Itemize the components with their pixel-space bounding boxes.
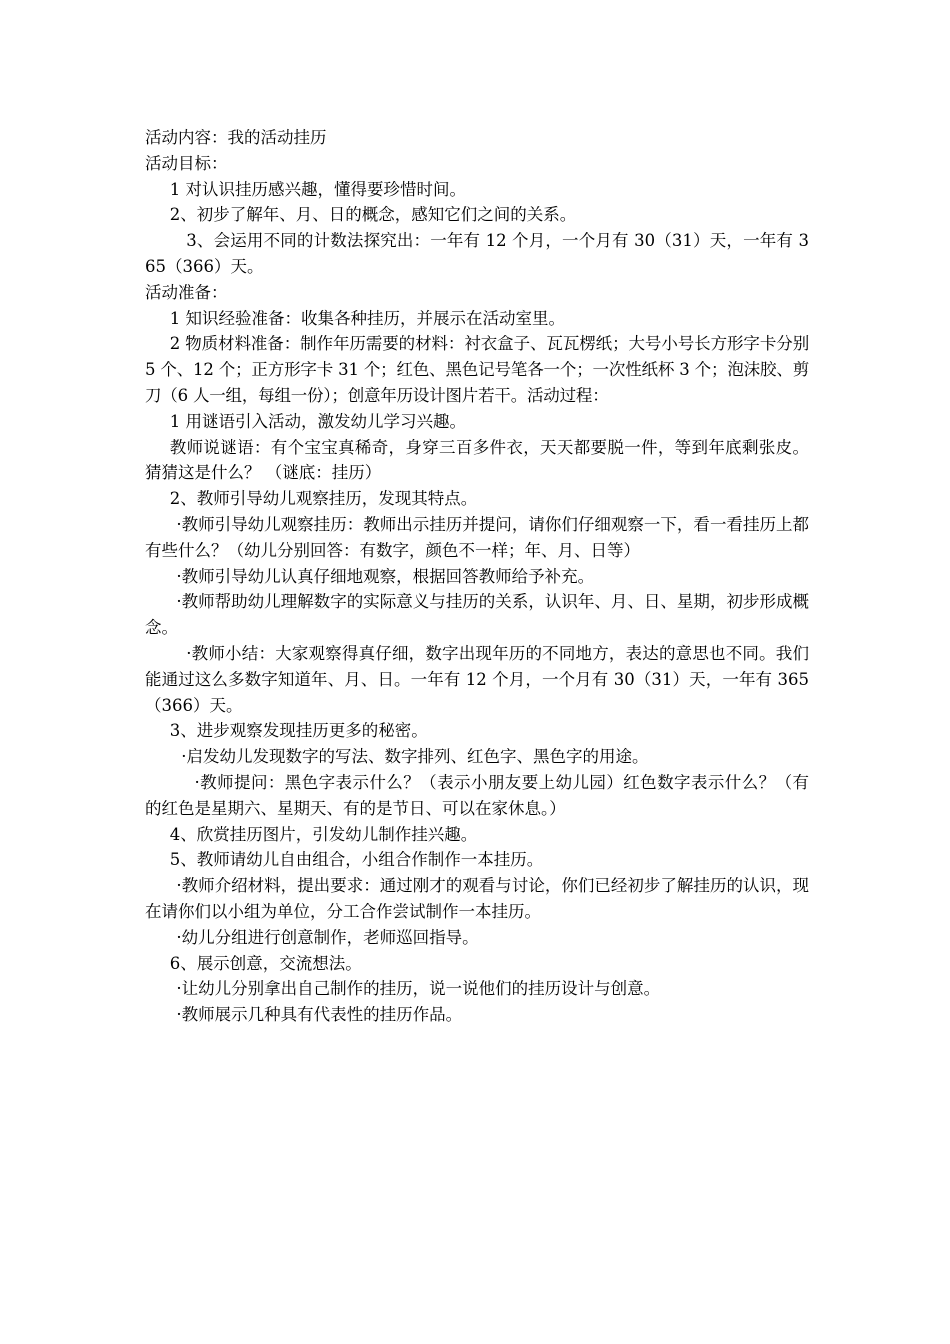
goal-1: 1 对认识挂历感兴趣，懂得要珍惜时间。	[169, 179, 466, 199]
step-4: 4、欣赏挂历图片，引发幼儿制作挂兴趣。	[169, 824, 478, 844]
step-2-d: ·教师小结：大家观察得真仔细，数字出现年历的不同地方，表达的意思也不同。我们能通过这么多数字知道年、月、日。一年有 12 个月，一个月有 30（31）天，一年有 365（366）天。	[145, 643, 809, 715]
prep-heading: 活动准备：	[145, 282, 228, 302]
step-5-a: ·教师介绍材料，提出要求：通过刚才的观看与讨论，你们已经初步了解挂历的认识，现在请你们以小组为单位，分工合作尝试制作一本挂历。	[145, 876, 809, 921]
document-body	[145, 125, 809, 1028]
step-2-b: ·教师引导幼儿认真仔细地观察，根据回答教师给予补充。	[176, 566, 595, 586]
step-3: 3、进步观察发现挂历更多的秘密。	[169, 721, 428, 741]
step-5-b: ·幼儿分组进行创意制作，老师巡回指导。	[176, 927, 479, 947]
step-3-b: ·教师提问：黑色字表示什么？（表示小朋友要上幼儿园）红色数字表示什么？（有的红色是星期六、星期天、有的是节日、可以在家休息。）	[145, 772, 809, 818]
content-title: 活动内容：我的活动挂历	[145, 128, 327, 147]
goals-heading: 活动目标：	[145, 153, 228, 173]
step-2-a: ·教师引导幼儿观察挂历：教师出示挂历并提问，请你们仔细观察一下，看一看挂历上都有些什么？（幼儿分别回答：有数字，颜色不一样；年、月、日等）	[145, 514, 809, 560]
goal-3: 3、会运用不同的计数法探究出：一年有 12 个月，一个月有 30（31）天，一年有 365（366）天。	[145, 231, 809, 276]
prep-2: 2 物质材料准备：制作年历需要的材料：衬衣盒子、瓦瓦楞纸；大号小号长方形字卡分别 5 个、12 个；正方形字卡 31 个；红色、黑色记号笔各一个；一次性纸杯 3 个；泡沫胶、剪刀（6 人一组，每组一份）；创意年历设计图片若干。活动过程：	[145, 334, 809, 405]
step-2-c: ·教师帮助幼儿理解数字的实际意义与挂历的关系，认识年、月、日、星期，初步形成概念。	[145, 592, 809, 638]
step-6-a: ·让幼儿分别拿出自己制作的挂历，说一说他们的挂历设计与创意。	[176, 979, 661, 999]
step-5: 5、教师请幼儿自由组合，小组合作制作一本挂历。	[169, 850, 544, 870]
goal-2: 2、初步了解年、月、日的概念，感知它们之间的关系。	[169, 205, 577, 225]
step-2: 2、教师引导幼儿观察挂历，发现其特点。	[169, 489, 478, 509]
prep-1: 1 知识经验准备：收集各种挂历，并展示在活动室里。	[169, 308, 565, 328]
step-6-b: ·教师展示几种具有代表性的挂历作品。	[176, 1005, 463, 1025]
step-6: 6、展示创意，交流想法。	[169, 953, 362, 973]
step-1: 1 用谜语引入活动，激发幼儿学习兴趣。	[169, 411, 466, 431]
step-1-riddle: 教师说谜语：有个宝宝真稀奇，身穿三百多件衣，天天都要脱一件，等到年底剩张皮。猜猜这是什么？ （谜底：挂历）	[145, 437, 809, 483]
step-3-a: ·启发幼儿发现数字的写法、数字排列、红色字、黑色字的用途。	[181, 747, 649, 767]
